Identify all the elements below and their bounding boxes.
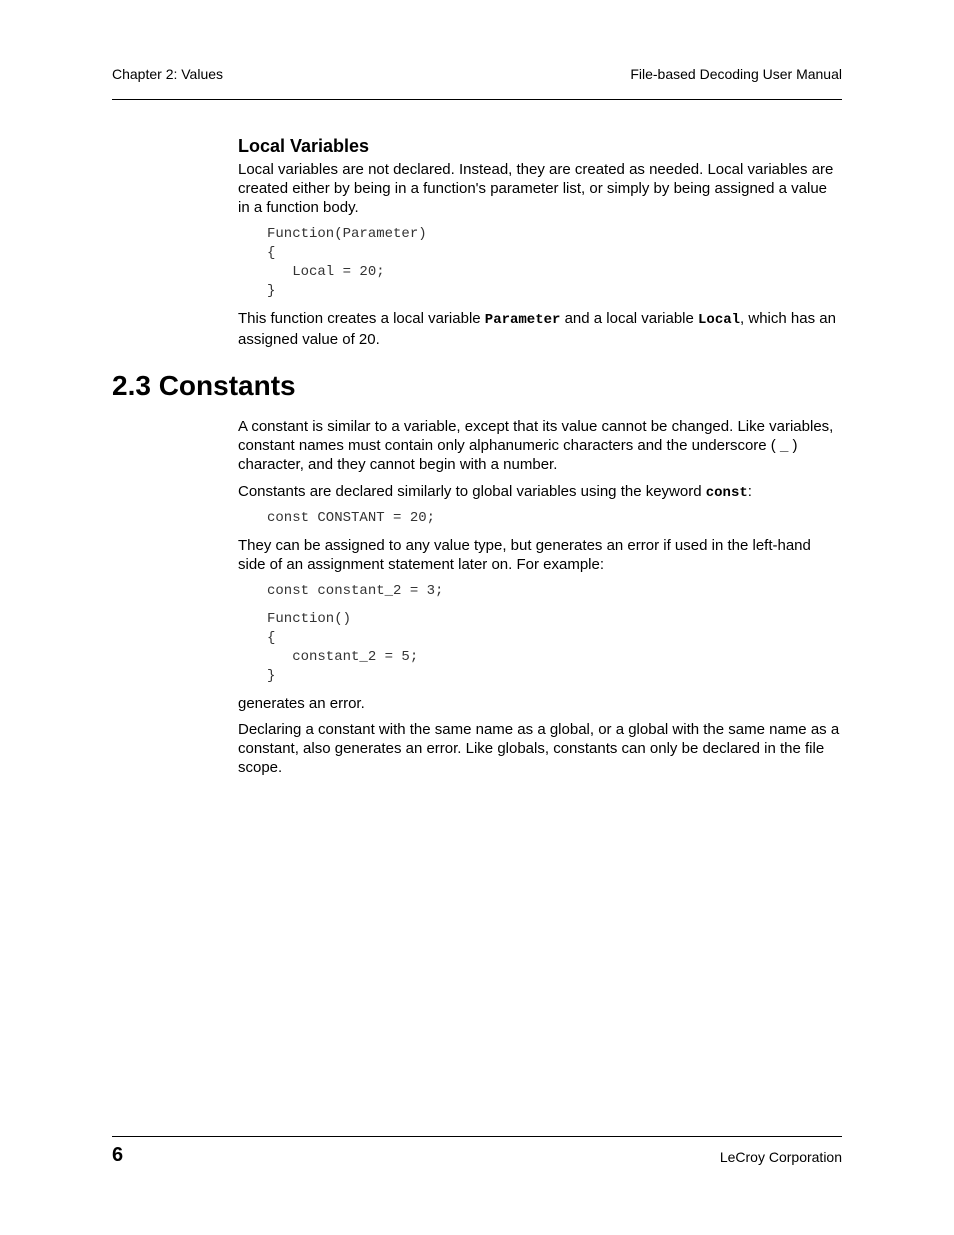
constants-paragraph-1 — [238, 417, 842, 474]
text-fragment: A constant is similar to a variable, except that its value cannot be changed. Like variables, constant names must contain only alphanumeric characters and the underscore ( — [238, 418, 834, 454]
inline-code-const: const — [705, 485, 748, 501]
page-footer — [112, 1136, 842, 1166]
constants-paragraph-3 — [238, 536, 842, 574]
inline-code-parameter: Parameter — [484, 312, 561, 328]
text-fragment: This function creates a local variable — [238, 310, 485, 327]
constants-paragraph-5 — [238, 720, 842, 777]
local-variables-code: Function(Parameter) { Local = 20; } — [267, 226, 427, 299]
constants-section-title: 2.3 Constants — [112, 370, 296, 401]
text-fragment: : — [747, 483, 752, 500]
constants-code-1: const CONSTANT = 20; — [267, 510, 436, 526]
company-name: LeCroy Corporation — [719, 1149, 842, 1165]
local-variables-explanation — [238, 309, 842, 349]
local-variables-explanation-text — [238, 309, 842, 349]
page-number: 6 — [112, 1144, 124, 1166]
constants-paragraph-4-text: generates an error. — [238, 695, 365, 712]
text-fragment: ) character, and they cannot begin with a number. — [238, 437, 798, 473]
page-header — [112, 66, 842, 100]
constants-code-2: const constant_2 = 3; — [267, 583, 444, 599]
constants-paragraph-1-text — [238, 417, 842, 474]
constants-paragraph-4 — [238, 694, 842, 713]
constants-paragraph-2 — [238, 482, 842, 503]
text-fragment: , which has an assigned value of 20. — [238, 310, 836, 348]
chapter-label: Chapter 2: Values — [112, 66, 224, 82]
local-variables-intro — [238, 160, 842, 217]
local-variables-intro-text: Local variables are not declared. Instead, they are created as needed. Local variables are created either by being in a function's parameter list, or simply by being assigned a value in a function body. — [238, 161, 834, 216]
constants-paragraph-2-text — [238, 482, 842, 503]
inline-code-local: Local — [698, 312, 741, 328]
constants-paragraph-3-text: They can be assigned to any value type, but generates an error if used in the left-hand side of an assignment statement later on. For example: — [238, 537, 811, 573]
text-fragment: Constants are declared similarly to global variables using the keyword — [238, 483, 706, 500]
constants-paragraph-5-text: Declaring a constant with the same name as a global, or a global with the same name as a constant, also generates an error. Like globals, constants can only be declared in the file scope. — [238, 721, 840, 776]
manual-title: File-based Decoding User Manual — [630, 66, 842, 82]
underscore-char: _ — [779, 437, 789, 454]
text-fragment: and a local variable — [560, 310, 699, 327]
constants-code-3: Function() { constant_2 = 5; } — [267, 611, 419, 684]
local-variables-heading: Local Variables — [238, 136, 370, 156]
